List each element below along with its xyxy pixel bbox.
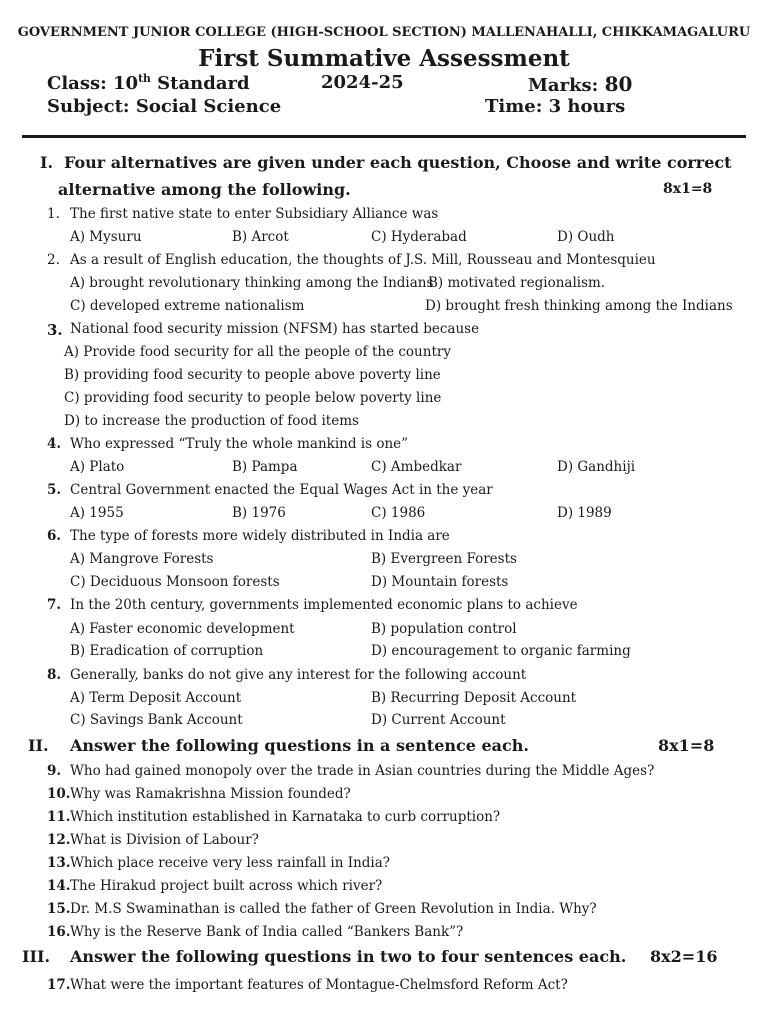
- option-a: A) 1955: [70, 505, 124, 521]
- option-d: D) to increase the production of food items: [64, 413, 359, 429]
- option-a: A) brought revolutionary thinking among the Indians: [70, 275, 434, 291]
- option-b: B) population control: [371, 621, 517, 637]
- max-marks: Marks: 80: [528, 72, 633, 96]
- question-number: 14.: [47, 878, 71, 894]
- section-1-title: Four alternatives are given under each question, Choose and write correct: [64, 153, 732, 172]
- question-number: 13.: [47, 855, 71, 871]
- section-2-title: Answer the following questions in a sentence each.: [70, 736, 529, 755]
- option-d: D) Oudh: [557, 229, 615, 245]
- question-text: As a result of English education, the thoughts of J.S. Mill, Rousseau and Montesquieu: [70, 252, 656, 268]
- option-c: B) Eradication of corruption: [70, 643, 264, 659]
- section-1-number: I.: [40, 153, 54, 172]
- option-a: A) Provide food security for all the people of the country: [64, 344, 451, 360]
- question-number: 9.: [47, 763, 62, 779]
- option-c: C) 1986: [371, 505, 426, 521]
- question-text: The type of forests more widely distributed in India are: [70, 528, 450, 544]
- question-number: 17.: [47, 977, 71, 993]
- option-b: B) Pampa: [232, 459, 298, 475]
- option-b: B) Recurring Deposit Account: [371, 690, 577, 706]
- option-a: A) Term Deposit Account: [70, 690, 242, 706]
- option-d: D) Gandhiji: [557, 459, 636, 475]
- question-text: The first native state to enter Subsidiary Alliance was: [70, 206, 439, 222]
- question-number: 15.: [47, 901, 71, 917]
- question-number: 2.: [47, 252, 60, 268]
- question-number: 4.: [47, 436, 62, 452]
- option-c: C) Savings Bank Account: [70, 712, 243, 728]
- question-text: Why was Ramakrishna Mission founded?: [70, 786, 351, 802]
- option-a: A) Mysuru: [70, 229, 142, 245]
- section-1-marks: 8x1=8: [663, 181, 713, 197]
- question-number: 16.: [47, 924, 71, 940]
- duration: Time: 3 hours: [485, 96, 626, 117]
- section-2-number: II.: [28, 736, 49, 755]
- section-3-number: III.: [22, 947, 51, 966]
- option-b: B) Evergreen Forests: [371, 551, 517, 567]
- question-number: 1.: [47, 206, 60, 222]
- question-number: 3.: [47, 321, 63, 339]
- question-number: 7.: [47, 597, 62, 613]
- school-name: GOVERNMENT JUNIOR COLLEGE (HIGH-SCHOOL SECTION) MALLENAHALLI, CHIKKAMAGALURU: [17, 25, 751, 40]
- question-text: Dr. M.S Swaminathan is called the father of Green Revolution in India. Why?: [70, 901, 597, 917]
- class-info: Class: 10th Standard: [47, 72, 250, 94]
- question-text: Central Government enacted the Equal Wages Act in the year: [70, 482, 493, 498]
- question-text: Which institution established in Karnataka to curb corruption?: [70, 809, 501, 825]
- question-text: The Hirakud project built across which river?: [70, 878, 383, 894]
- question-number: 5.: [47, 482, 62, 498]
- option-c: C) developed extreme nationalism: [70, 298, 305, 314]
- option-a: A) Plato: [70, 459, 125, 475]
- option-b: B) Arcot: [232, 229, 289, 245]
- option-d: D) encouragement to organic farming: [371, 643, 631, 659]
- question-number: 6.: [47, 528, 62, 544]
- option-c: C) Ambedkar: [371, 459, 462, 475]
- option-d: D) Mountain forests: [371, 574, 509, 590]
- question-number: 10.: [47, 786, 71, 802]
- question-text: What is Division of Labour?: [70, 832, 259, 848]
- option-d: D) 1989: [557, 505, 612, 521]
- option-d: D) brought fresh thinking among the Indians: [425, 298, 733, 314]
- subject: Subject: Social Science: [47, 96, 282, 117]
- question-text: Who expressed “Truly the whole mankind is one”: [70, 436, 409, 452]
- question-text: In the 20th century, governments implemented economic plans to achieve: [70, 597, 578, 613]
- option-c: C) Deciduous Monsoon forests: [70, 574, 280, 590]
- section-3-marks: 8x2=16: [650, 947, 718, 966]
- option-d: D) Current Account: [371, 712, 506, 728]
- option-c: C) Hyderabad: [371, 229, 467, 245]
- option-b: B) 1976: [232, 505, 286, 521]
- question-text: What were the important features of Montague-Chelmsford Reform Act?: [70, 977, 568, 993]
- section-2-marks: 8x1=8: [658, 736, 715, 755]
- question-text: Why is the Reserve Bank of India called “Bankers Bank”?: [70, 924, 464, 940]
- option-c: C) providing food security to people below poverty line: [64, 390, 442, 406]
- academic-year: 2024-25: [321, 72, 404, 93]
- question-text: Which place receive very less rainfall in India?: [70, 855, 391, 871]
- option-b: B) motivated regionalism.: [428, 275, 606, 291]
- option-b: B) providing food security to people above poverty line: [64, 367, 441, 383]
- question-number: 12.: [47, 832, 71, 848]
- header-divider: [22, 135, 746, 138]
- question-number: 11.: [47, 809, 71, 825]
- option-a: A) Mangrove Forests: [70, 551, 214, 567]
- question-text: Who had gained monopoly over the trade in Asian countries during the Middle Ages?: [70, 763, 655, 779]
- question-text: Generally, banks do not give any interest for the following account: [70, 667, 527, 683]
- option-a: A) Faster economic development: [70, 621, 295, 637]
- section-1-title-cont: alternative among the following.: [58, 180, 351, 199]
- question-number: 8.: [47, 667, 62, 683]
- question-text: National food security mission (NFSM) has started because: [70, 321, 480, 337]
- exam-title: First Summative Assessment: [198, 45, 570, 72]
- section-3-title: Answer the following questions in two to four sentences each.: [70, 947, 627, 966]
